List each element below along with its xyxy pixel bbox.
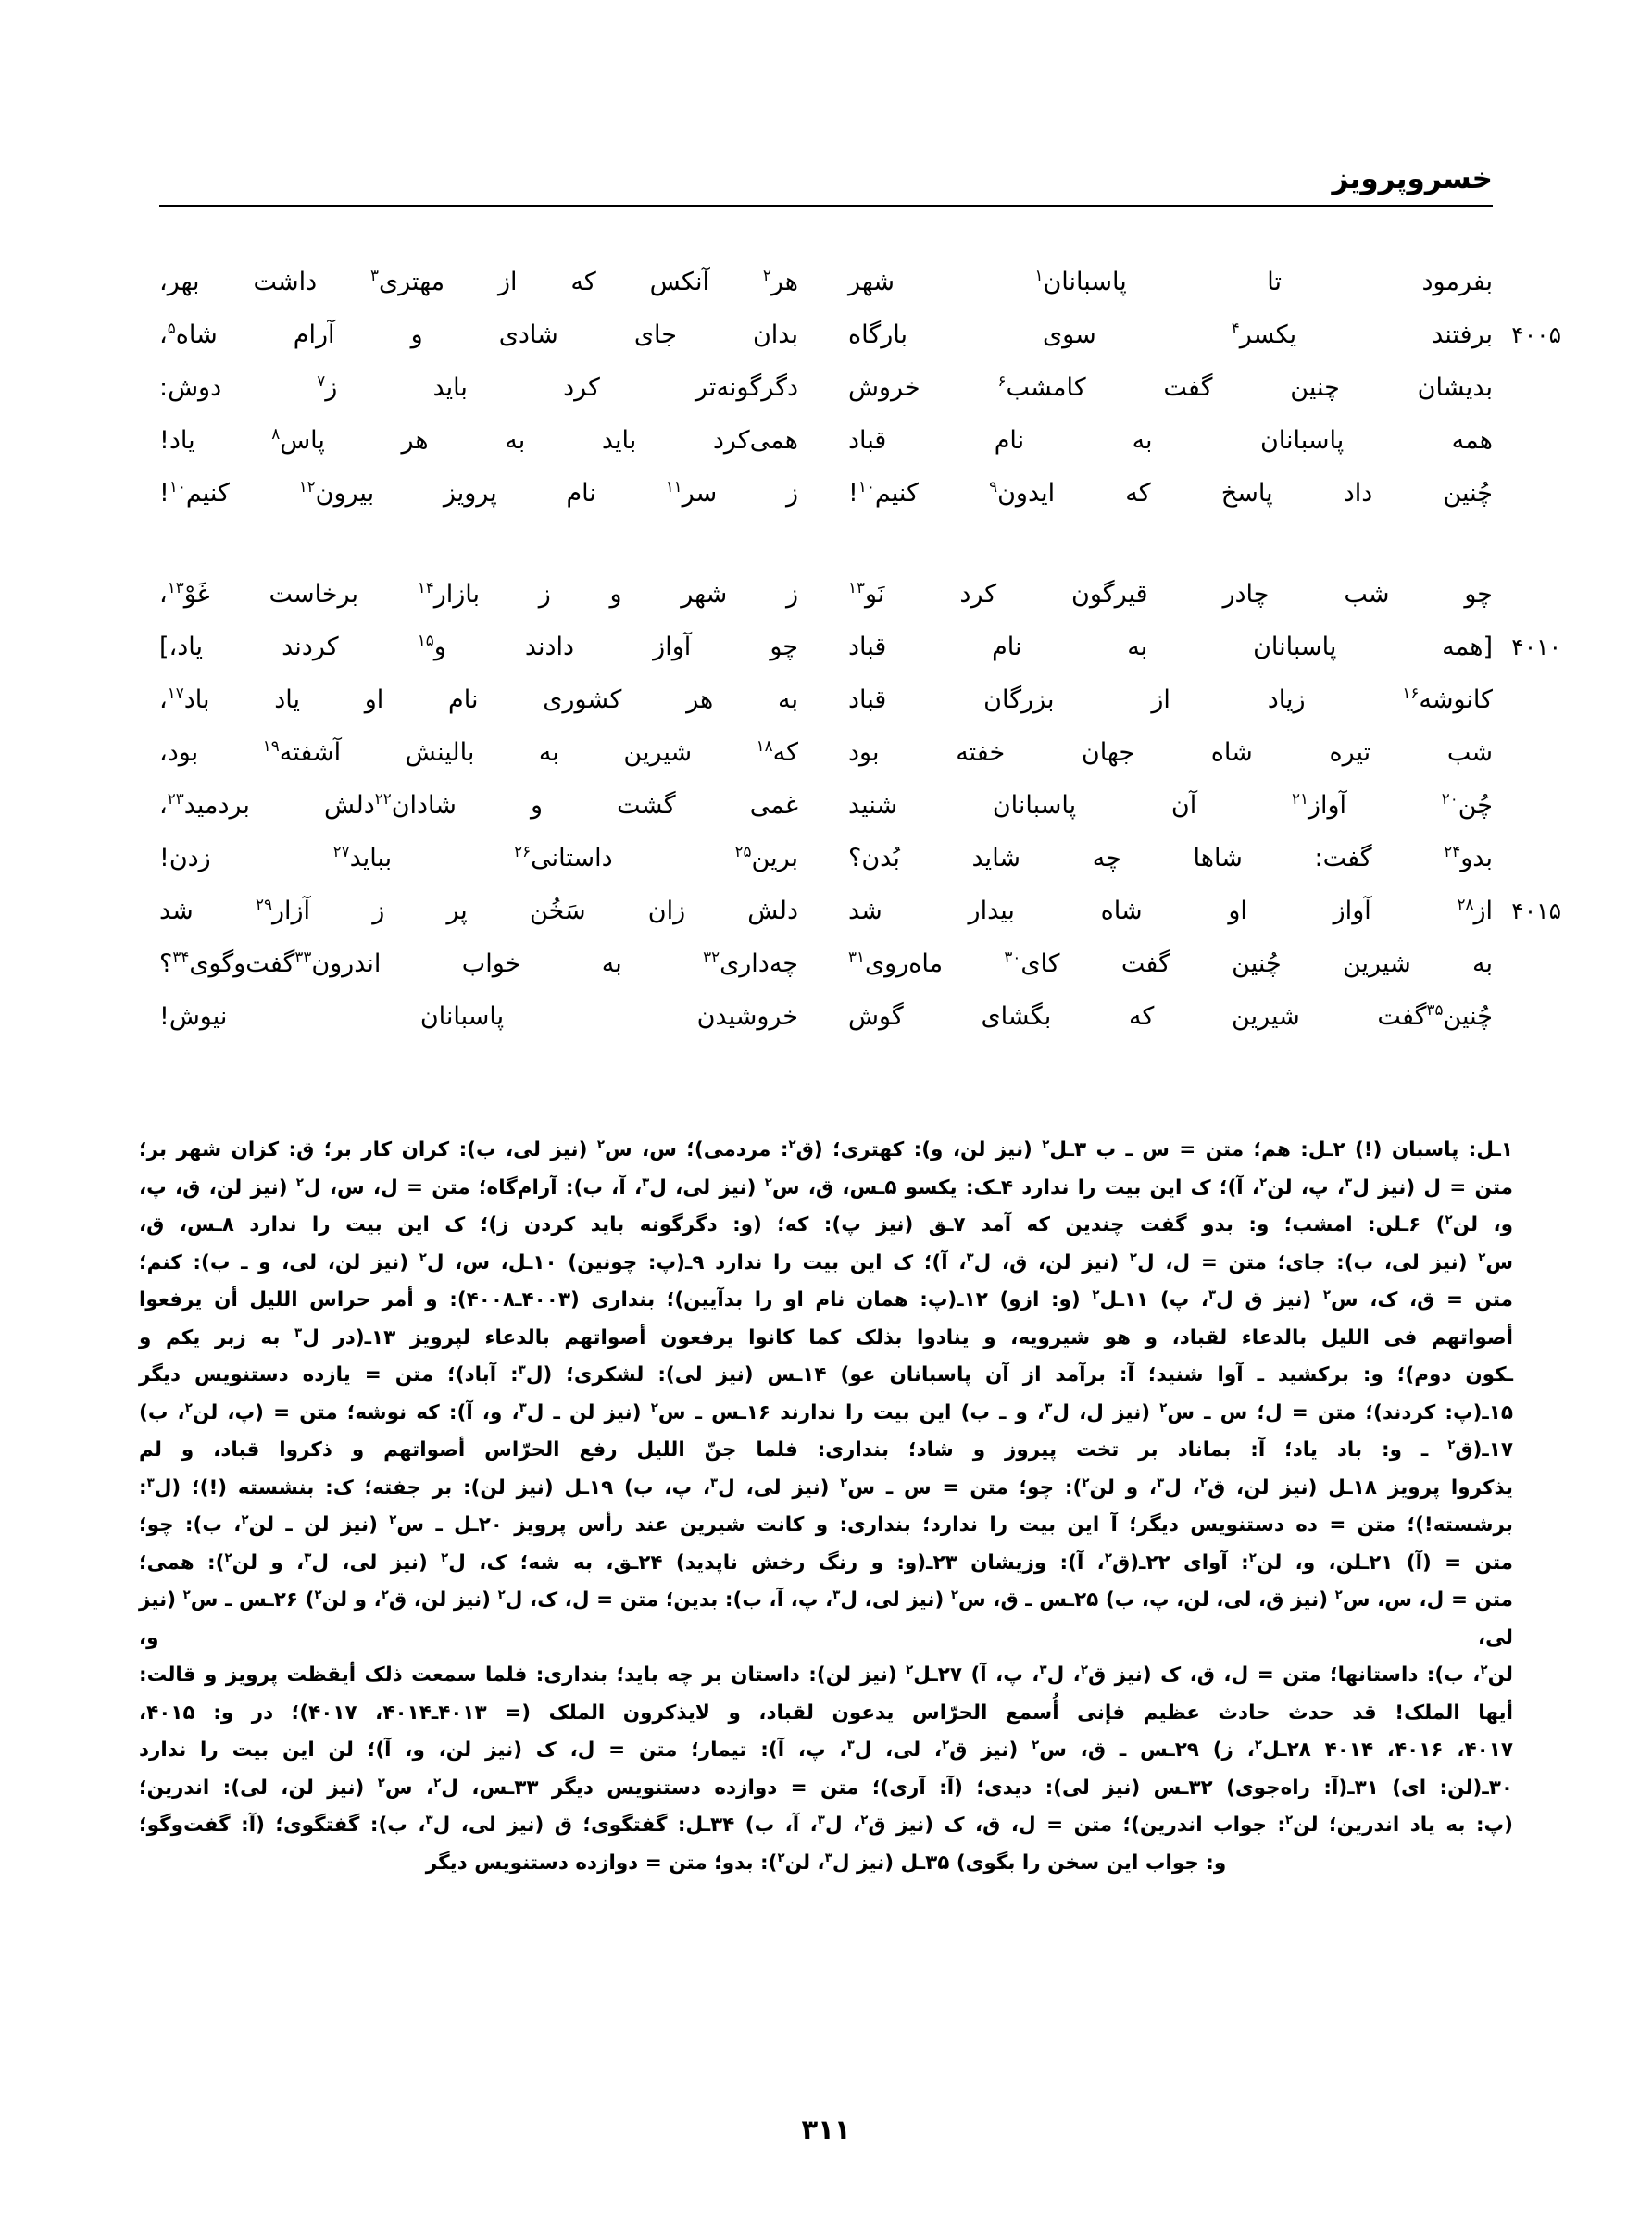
footnote-line: ـکون دوم)؛ و: برکشید ـ آوا شنید؛ آ: برآمد از آن پاسبانان عو) ۱۴ـس (نیز لی): لشکری؛ (ل$^۳$: آباد)؛ متن = یازده دستنویس دیگر: [139, 1362, 1514, 1387]
hemistich-text: دگرگونه‌تر کرد باید ز$^۷$ دوش:: [159, 371, 799, 402]
hemistich-text: بدیشان چنین گفت کامشب$^۶$ خروش: [848, 371, 1494, 402]
hemistich-right: [848, 832, 1493, 885]
hemistich-text: بدان جای شادی و آرام شاه$^۵$،: [159, 319, 798, 349]
footnote-line: أیها الملک! قد حدث حادث عظیم فإنی أُسمع الحرّاس یدعون لقباد، و لایذکرون الملک (= ۴۰۱۳ـ۴۰۱۴، ۴۰۱۷)؛ در و: ۴۰۱۵،: [139, 1701, 1513, 1725]
stanza-left-1: [159, 256, 798, 520]
hemistich-text: از$^{۲۸}$ آواز او شاه بیدار شد: [848, 895, 1493, 925]
stanza-right-2: [848, 568, 1561, 1043]
hemistich-text: چُنین داد پاسخ که ایدون$^۹$ کنیم$^{۱۰}$!: [848, 477, 1493, 508]
hemistich-left: [159, 414, 798, 467]
footnote-line: ۱ـل: پاسبان (!) ۲ـل: هم؛ متن = س ـ ب ۳ـل$^۲$ (نیز لن، و): کهتری؛ (ق$^۲$: مردمی)؛ س، س$^۲$ (نیز لی، ب): کران کار بر؛ ق: کزان شهر بر؛: [139, 1137, 1513, 1161]
verse-column-left: [159, 256, 826, 1091]
hemistich-left: [159, 361, 798, 414]
footnote-line: متن = ل (نیز ل$^۳$، پ، لن$^۲$، آ)؛ ک این بیت را ندارد ۴ـک: یکسو ۵ـس، ق، س$^۲$ (نیز لی، ل$^۳$، آ، ب): آرام‌گاه؛ متن = ل، س، ل$^۲$ (نیز لن، ق، پ،: [139, 1175, 1513, 1199]
hemistich-right: [848, 568, 1493, 621]
hemistich-text: همه پاسبانان به نام قباد: [848, 426, 1493, 455]
hemistich-right: [848, 673, 1493, 726]
hemistich-right: [848, 467, 1493, 520]
hemistich-text: ز شهر و ز بازار$^{۱۴}$ برخاست غَوْ$^{۱۳}$،: [159, 578, 799, 609]
hemistich-right: [848, 361, 1493, 414]
hemistich-text: شب تیره شاه جهان خفته بود: [848, 738, 1493, 767]
hemistich-right: [848, 256, 1493, 308]
couplet-columns: [159, 256, 1561, 1091]
footnote-line: برشسته!)؛ متن = ده دستنویس دیگر؛ آ این بیت را ندارد؛ بنداری: و کانت شیرین عند رأس پرویز ۲۰ـل ـ س$^۲$ (نیز لن ـ لن$^۲$، ب): چو؛: [139, 1512, 1513, 1537]
verse-number: ۴۰۱۵: [1511, 897, 1561, 924]
footnote-line: (پ: به یاد اندرین؛ لن$^۲$: جواب اندرین)؛ متن = ل، ق، ک (نیز ق$^۲$، ل$^۳$، آ، ب) ۳۴ـل: گفتگوی؛ ق (نیز لی، ل$^۳$، ب): گفتگوی؛ (آ: گفت‌وگو؛: [139, 1813, 1513, 1837]
hemistich-right: [848, 621, 1561, 673]
running-head: خسروپرویز: [1332, 162, 1493, 195]
footnote-line: یذکروا پرویز ۱۸ـل (نیز لن، ق$^۲$، ل$^۳$، و لن$^۲$): چو؛ متن = س ـ س$^۲$ (نیز لی، ل$^۳$، پ، ب) ۱۹ـل (نیز لن): بر جفته؛ ک: بنشسته (!)؛ (ل$^۳$:: [139, 1475, 1513, 1500]
footnote-line: س$^۲$ (نیز لی، ب): جای؛ متن = ل، ل$^۲$ (نیز لن، ق، ل$^۳$، آ)؛ ک این بیت را ندارد ۹ـ(پ: چونین) ۱۰ـل، س، ل$^۲$ (نیز لن، لی، و ـ ب): کنم؛: [139, 1250, 1513, 1274]
hemistich-text: به شیرین چُنین گفت کای$^{۳۰}$ ماه‌روی$^{۳۱}$: [848, 948, 1493, 978]
hemistich-text: خروشیدن پاسبانان نیوش!: [159, 1002, 798, 1031]
hemistich-left: [159, 990, 798, 1043]
hemistich-text: هر$^۲$ آنکس که از مهتری$^۳$ داشت بهر،: [159, 266, 798, 296]
page-number: ۳۱۱: [801, 2114, 851, 2145]
hemistich-left: [159, 568, 798, 621]
hemistich-text: چو آواز دادند و$^{۱۵}$ کردند یاد،]: [159, 631, 799, 661]
stanza-left-2: [159, 568, 798, 1043]
hemistich-right: [848, 779, 1493, 832]
hemistich-left: [159, 726, 798, 779]
hemistich-text: که$^{۱۸}$ شیرین به بالینش آشفته$^{۱۹}$ بود،: [159, 736, 798, 767]
footnote-line: لن$^۲$، ب): داستانها؛ متن = ل، ق، ک (نیز ق$^۲$، ل$^۳$، پ، آ) ۲۷ـل$^۲$ (نیز لن): داستان بر چه باید؛ بنداری: فلما سمعت ذلک أیقظت پرویز و قالت:: [139, 1663, 1513, 1687]
hemistich-text: چُنین$^{۳۵}$گفت شیرین که بگشای گوش: [848, 1000, 1493, 1031]
stanza-right-1: [848, 256, 1561, 520]
hemistich-left: [159, 308, 798, 361]
verse-column-right: [826, 256, 1561, 1091]
hemistich-right: [848, 308, 1561, 361]
verse-number: ۴۰۱۰: [1511, 634, 1561, 660]
hemistich-text: چُن$^{۲۰}$ آواز$^{۲۱}$ آن پاسبانان شنید: [848, 789, 1493, 820]
hemistich-left: [159, 673, 798, 726]
verse-area: [159, 256, 1561, 1089]
hemistich-left: [159, 779, 798, 832]
footnote-line: متن = (آ) ۲۱ـلن، و، لن$^۲$: آوای ۲۲ـ(ق$^۲$، آ): وزیشان ۲۳ـ(و: و رنگ رخش ناپدید) ۲۴ـق، به شه؛ ک، ل$^۲$ (نیز لی، ل$^۳$، و لن$^۲$): همی؛: [139, 1550, 1513, 1575]
hemistich-text: برفتند یکسر$^۴$ سوی بارگاه: [848, 319, 1493, 349]
running-head-area: [159, 162, 1493, 207]
hemistich-text: برین$^{۲۵}$ داستانی$^{۲۶}$ بباید$^{۲۷}$ زدن!: [159, 842, 798, 872]
hemistich-right: [848, 726, 1493, 779]
footnote-line: متن = ق، ک، س$^۲$ (نیز ق ل$^۳$، پ) ۱۱ـل$^۲$ (و: ازو) ۱۲ـ(پ: همان نام او را بدآیین)؛ بنداری (۴۰۰۳ـ۴۰۰۸): و أمر حراس اللیل أن یرفعوا: [139, 1287, 1513, 1312]
hemistich-left: [159, 256, 798, 308]
footnote-line: ۱۷ـ(ق$^۲$ ـ و: باد یاد؛ آ: بماناد بر تخت پیروز و شاد؛ بنداری: فلما جنّ اللیل رفع الحرّاس أصواتهم و ذکروا قباد، و لم: [139, 1437, 1513, 1462]
hemistich-left: [159, 885, 798, 937]
footnote-line: و: جواب این سخن را بگوی) ۳۵ـل (نیز ل$^۳$، لن$^۲$): بدو؛ متن = دوازده دستنویس دیگر: [425, 1851, 1227, 1875]
footnote-line: ۱۵ـ(پ: کردند)؛ متن = ل؛ س ـ س$^۲$ (نیز ل، ل$^۳$، و ـ ب) این بیت را ندارند ۱۶ـس ـ س$^۲$ (نیز لن ـ ل$^۳$، و، آ): که نوشه؛ متن = (پ، لن$^۲$، ب): [139, 1400, 1514, 1424]
hemistich-left: [159, 467, 798, 520]
hemistich-right: [848, 414, 1493, 467]
hemistich-text: [همه پاسبانان به نام قباد: [848, 633, 1493, 661]
footnote-line: و، لن$^۲$) ۶ـلن: امشب؛ و: بدو گفت چندین که آمد ۷ـق (نیز پ): که؛ (و: دگرگونه باید کردن ز)؛ ک این بیت را ندارد ۸ـس، ق،: [139, 1212, 1514, 1236]
footnote-line: ۳۰ـ(لن: ای) ۳۱ـ(آ: راه‌جوی) ۳۲ـس (نیز لی): دیدی؛ (آ: آری)؛ متن = دوازده دستنویس دیگر ۳۳ـس، ل$^۲$، س$^۲$ (نیز لن، لی): اندرین؛: [139, 1776, 1513, 1800]
hemistich-text: بفرمود تا پاسبانان$^۱$ شهر: [848, 266, 1493, 296]
hemistich-text: چه‌داری$^{۳۲}$ به خواب اندرون$^{۳۳}$گفت‌وگوی$^{۳۴}$؟: [159, 948, 798, 978]
footnote-line: متن = ل، س، س$^۲$ (نیز ق، لی، لن، پ، ب) ۲۵ـس ـ ق، س$^۲$ (نیز لی، ل$^۳$، پ، آ، ب): بدین؛ متن = ل، ک، ل$^۲$ (نیز لن، ق$^۲$، و لن$^۲$) ۲۶ـس ـ س$^۲$ (نیز لی، و،: [139, 1588, 1513, 1650]
hemistich-text: به هر کشوری نام او یاد باد$^{۱۷}$،: [159, 684, 798, 714]
header-divider-rule: [159, 205, 1493, 207]
footnote-apparatus: [139, 1132, 1513, 1882]
footnote-line: أصواتهم فی اللیل بالدعاء لقباد، و هو شیرویه، و ینادوا بذلک کما کانوا یرفعون أصواتهم بالدعاء لپرویز ۱۳ـ(در ل$^۳$ به زبر یکم و: [139, 1325, 1514, 1349]
hemistich-left: [159, 621, 798, 673]
hemistich-left: [159, 832, 798, 885]
verse-number: ۴۰۰۵: [1511, 321, 1561, 348]
hemistich-text: دلش زان سَخُن پر ز آزار$^{۲۹}$ شد: [159, 895, 798, 925]
hemistich-left: [159, 937, 798, 990]
hemistich-text: غمی گشت و شادان$^{۲۲}$دلش بردمید$^{۲۳}$،: [159, 789, 798, 820]
footnote-line: ۴۰۱۷، ۴۰۱۶، ۴۰۱۴ ۲۸ـل$^۲$، ز) ۲۹ـس ـ ق، س$^۲$ (نیز ق$^۲$، لی، ل$^۳$، پ، آ): تیمار؛ متن = ل، ک (نیز لن، و، آ)؛ لن این بیت را ندارد: [139, 1738, 1513, 1762]
hemistich-right: [848, 885, 1561, 937]
hemistich-right: [848, 990, 1493, 1043]
hemistich-text: چو شب چادر قیرگون کرد نَو$^{۱۳}$: [848, 578, 1493, 609]
hemistich-text: کانوشه$^{۱۶}$ زیاد از بزرگان قباد: [848, 684, 1493, 714]
hemistich-text: ز سر$^{۱۱}$ نام پرویز بیرون$^{۱۲}$ کنیم$^{۱۰}$!: [159, 477, 798, 508]
hemistich-right: [848, 937, 1493, 990]
hemistich-text: همی‌کرد باید به هر پاس$^۸$ یاد!: [159, 424, 799, 455]
hemistich-text: بدو$^{۲۴}$ گفت: شاها چه شاید بُدن؟: [848, 842, 1493, 872]
